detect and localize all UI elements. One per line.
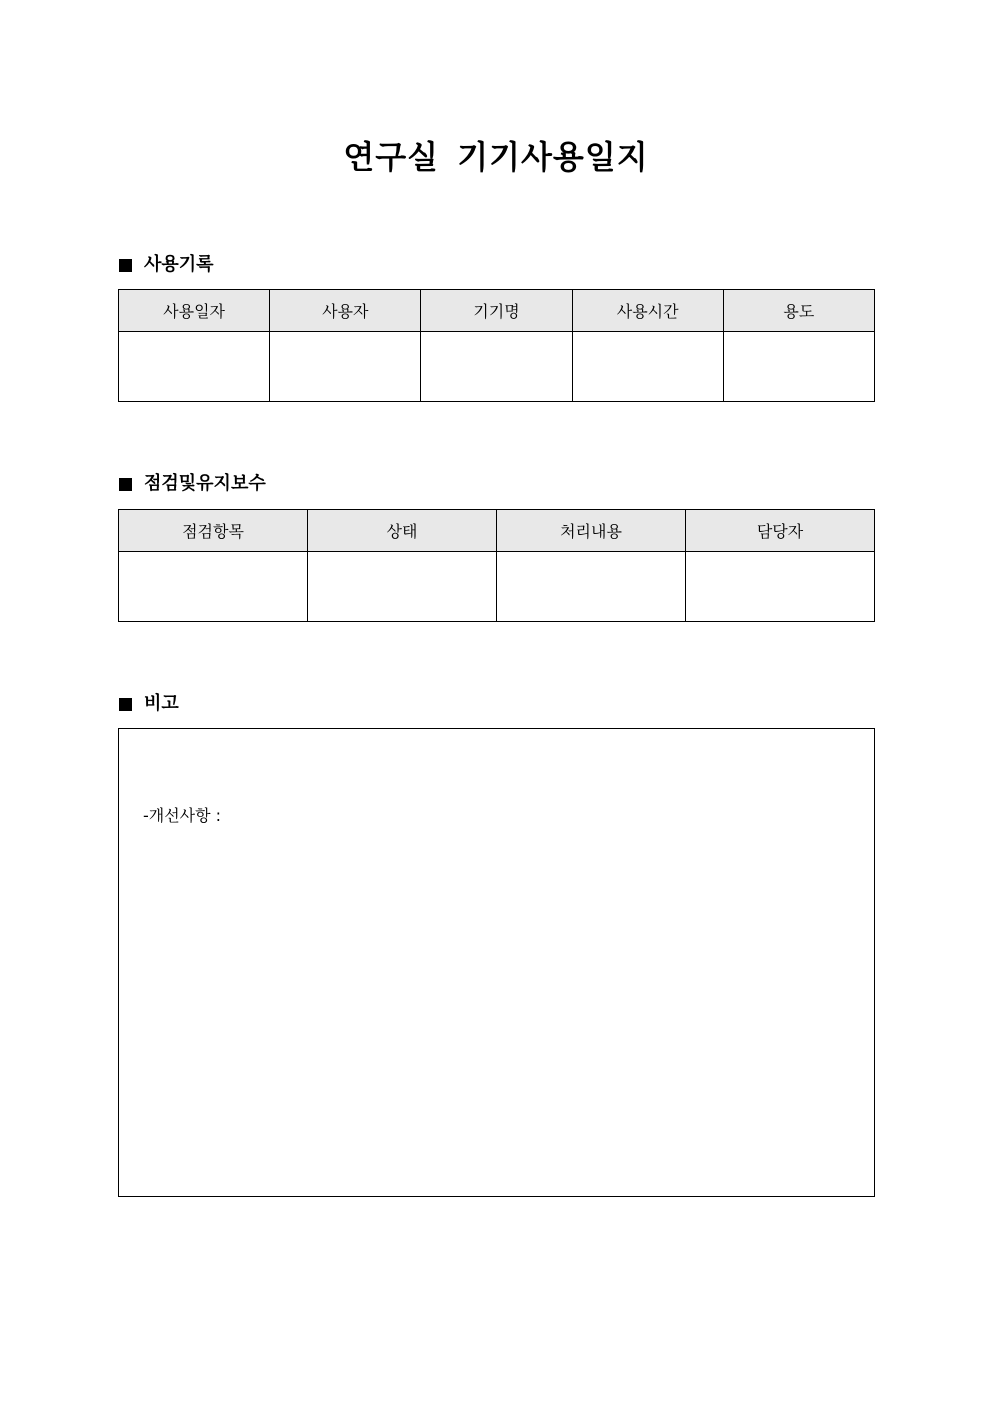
usage-col-user: 사용자 (270, 290, 421, 332)
maintenance-col-status: 상태 (308, 510, 497, 552)
maintenance-section-heading (119, 472, 266, 496)
maintenance-col-item: 점검항목 (119, 510, 308, 552)
usage-cell-date[interactable] (119, 332, 270, 402)
usage-col-purpose: 용도 (723, 290, 874, 332)
maintenance-cell-item[interactable] (119, 552, 308, 622)
maintenance-col-action: 처리내용 (497, 510, 686, 552)
maintenance-table-row (119, 552, 875, 622)
usage-section-title: 사용기록 (144, 254, 214, 275)
maintenance-section-title: 점검및유지보수 (144, 473, 266, 494)
maintenance-cell-action[interactable] (497, 552, 686, 622)
usage-col-date: 사용일자 (119, 290, 270, 332)
usage-col-device: 기기명 (421, 290, 572, 332)
usage-cell-user[interactable] (270, 332, 421, 402)
usage-section-heading (119, 253, 214, 277)
usage-cell-time[interactable] (572, 332, 723, 402)
maintenance-cell-status[interactable] (308, 552, 497, 622)
maintenance-col-person: 담당자 (686, 510, 875, 552)
usage-table-row (119, 332, 875, 402)
usage-table-header-row (119, 290, 875, 332)
remarks-box[interactable] (118, 728, 875, 1197)
square-bullet-icon (119, 698, 132, 711)
remarks-section-heading (119, 692, 179, 716)
usage-cell-device[interactable] (421, 332, 572, 402)
usage-table (118, 289, 875, 402)
usage-col-time: 사용시간 (572, 290, 723, 332)
maintenance-cell-person[interactable] (686, 552, 875, 622)
page-title: 연구실 기기사용일지 (343, 138, 649, 176)
square-bullet-icon (119, 478, 132, 491)
maintenance-table (118, 509, 875, 622)
maintenance-table-header-row (119, 510, 875, 552)
improvement-label: -개선사항 : (143, 806, 222, 825)
remarks-section-title: 비고 (144, 693, 179, 714)
square-bullet-icon (119, 259, 132, 272)
usage-cell-purpose[interactable] (723, 332, 874, 402)
